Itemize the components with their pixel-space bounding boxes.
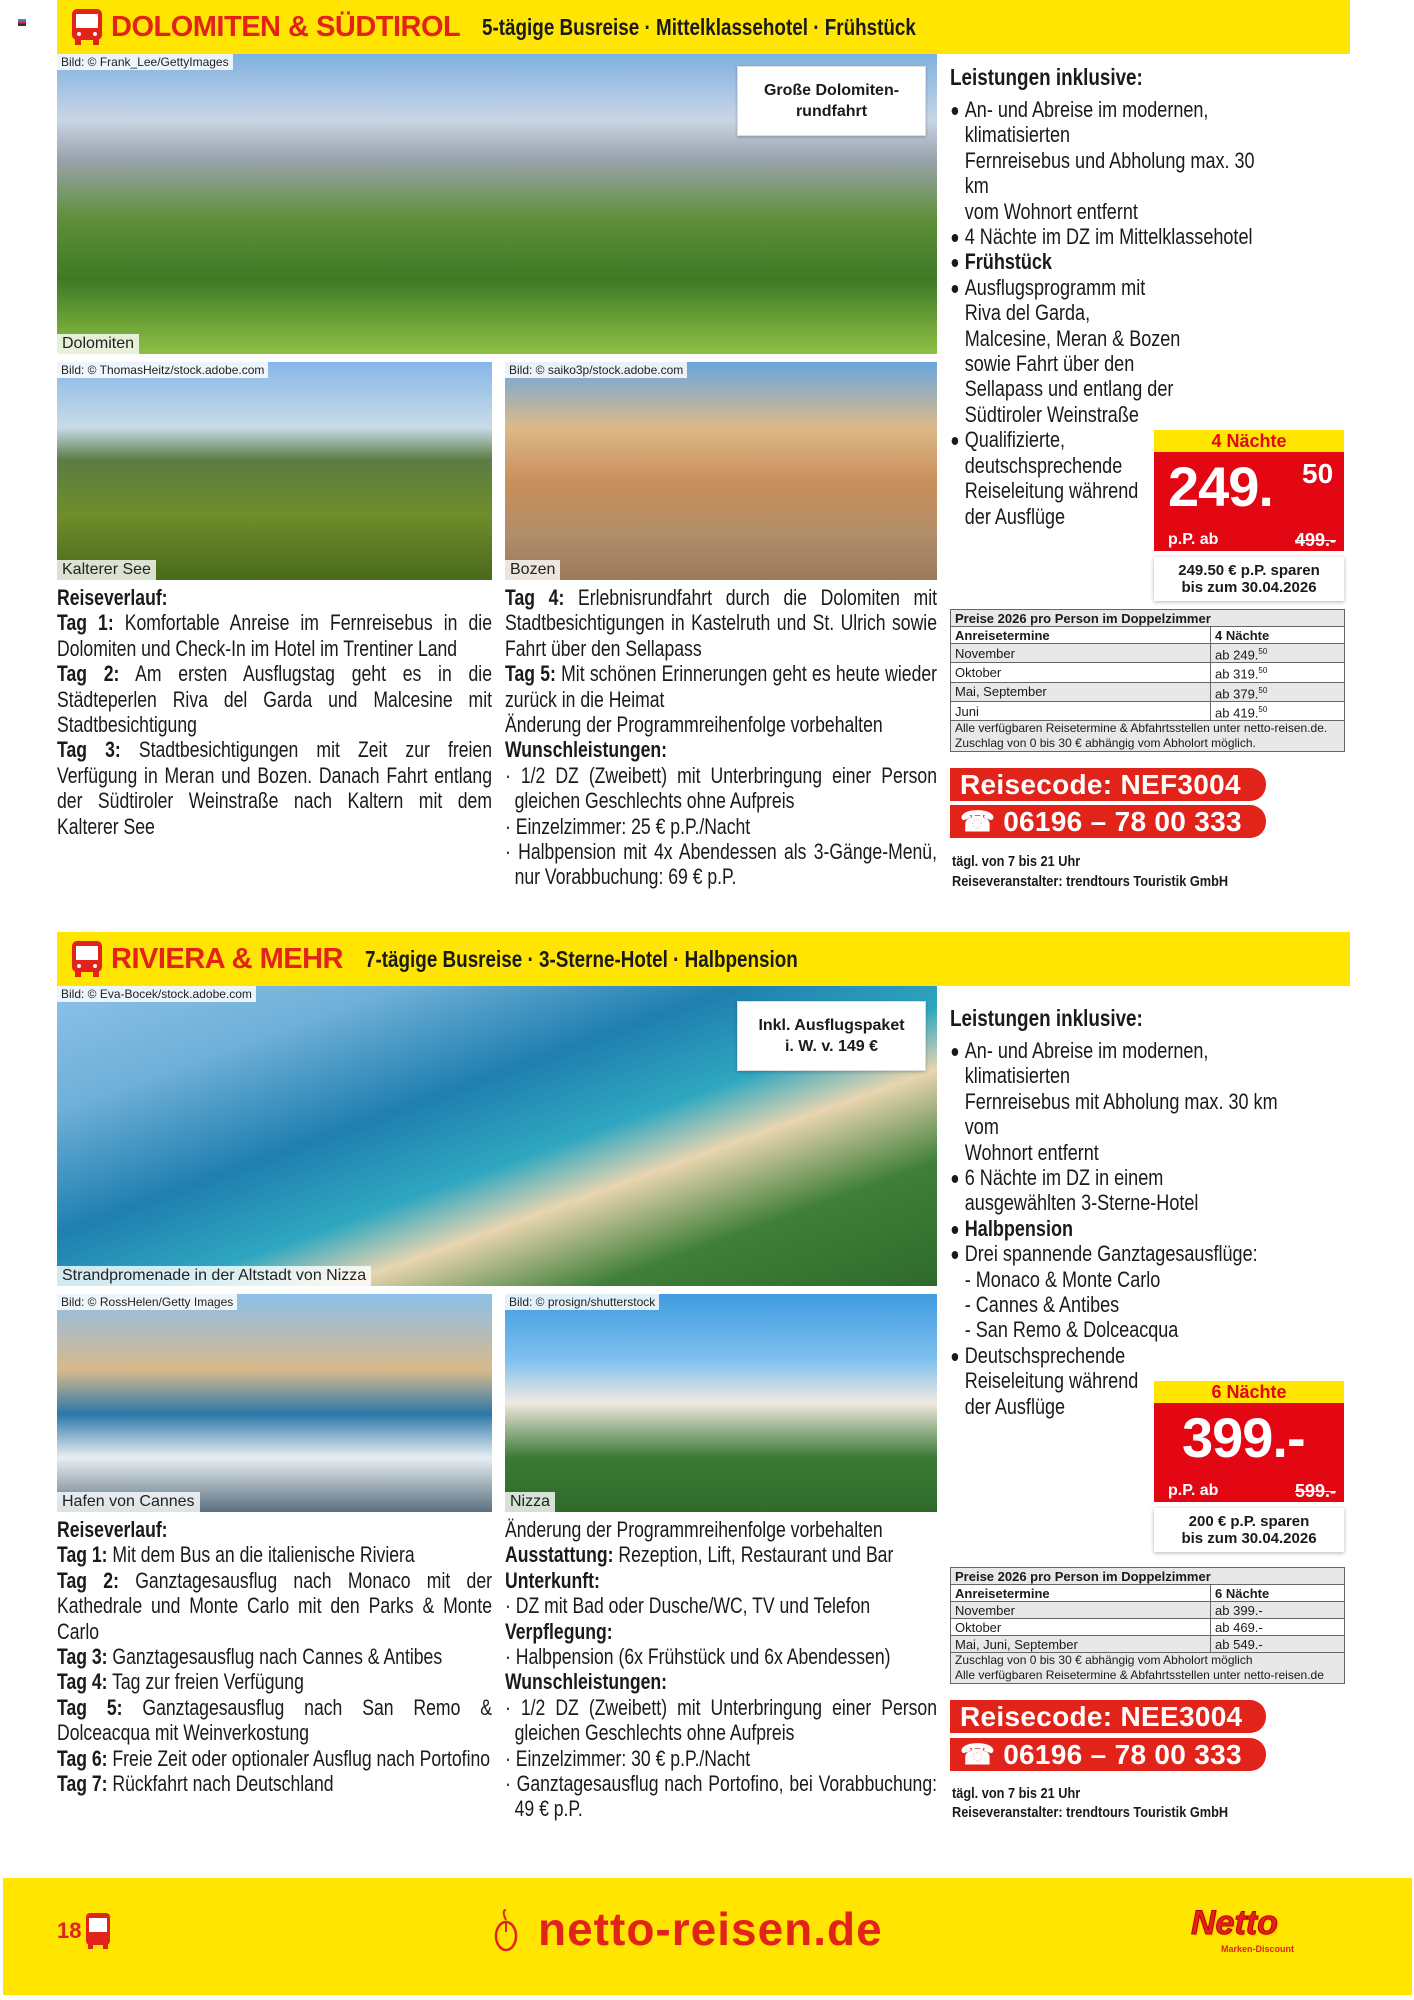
photo-credit: Bild: © saiko3p/stock.adobe.com [505,362,687,378]
paragraph-text: Komfortable Anreise im Fernreisebus in die Dolomiten und Check-In im Hotel im Trentiner Land [57,610,493,661]
price-value: ab 549.- [1215,1636,1263,1652]
small-photo [57,362,492,580]
netto-logo: Netto [1191,1904,1278,1942]
footer-bar [3,1878,1412,1995]
photo-credit: Bild: © ThomasHeitz/stock.adobe.com [57,362,268,378]
paragraph-lead: Tag 5: [57,1694,123,1720]
price-cents-sup: 50 [1258,685,1268,695]
photo-location-label: Dolomiten [57,334,139,354]
paragraph-text: Freie Zeit oder optionaler Ausflug nach Portofino [107,1745,491,1771]
netto-tagline: Marken-Discount [1221,1944,1295,1954]
price-cents-sup: 50 [1258,704,1268,714]
highlight-badge: Große Dolomiten- rundfahrt [737,66,926,136]
table-title-row [951,1568,1345,1585]
photo-location-label: Bozen [505,560,560,580]
text-paragraph [505,1695,937,1746]
mouse-icon [493,1908,519,1952]
price-badge [1154,430,1344,551]
leistungen-item: Ausflugsprogramm mit Riva del Garda, Malcesine, Meran & Bozen sowie Fahrt über den Sellapass und entlang der Südtiroler Weinstraße [950,275,1278,427]
heading-text: Reiseverlauf: [57,585,168,610]
savings-note: 249.50 € p.P. sparen bis zum 30.04.2026 [1154,557,1344,601]
small-photo [505,1294,937,1512]
photo-location-label: Nizza [505,1492,555,1512]
text-paragraph [505,1771,937,1822]
website-link[interactable]: netto-reisen.de [538,1903,883,1955]
text-paragraph [57,1746,492,1771]
text-column [505,585,937,890]
table-cell-price [1211,644,1345,663]
table-cell-date: Mai, September [951,682,1211,701]
section-subtitle: 5-tägige Busreise · Mittelklassehotel · Frühstück [482,13,917,40]
text-paragraph [57,737,492,839]
table-header-row [951,627,1345,644]
text-paragraph [505,814,937,839]
phone-banner[interactable] [950,805,1266,838]
table-cell-date: Oktober [951,1619,1211,1636]
bus-icon [85,1912,111,1950]
text-paragraph [505,1542,937,1567]
price-badge [1154,1381,1344,1502]
highlight-badge: Inkl. Ausflugspaket i. W. v. 149 € [737,1001,926,1071]
text-column-inner [57,585,492,839]
paragraph-text: · Halbpension (6x Frühstück und 6x Abendessen) [505,1644,891,1670]
section-title: DOLOMITEN & SÜDTIROL [111,10,461,43]
paragraph-lead: Tag 5: [505,661,556,687]
table-title-row [951,610,1345,627]
paragraph-text: · Ganztagesausflug nach Portofino, bei Vorabbuchung: 49 € p.P. [505,1771,937,1822]
table-cell-price [1211,1619,1345,1636]
leistungen-heading: Leistungen inklusive: [950,1005,1143,1031]
table-notes-row [951,1653,1345,1684]
text-paragraph [57,610,492,661]
old-price: 499.- [1294,530,1336,550]
text-paragraph [505,1644,937,1669]
table-note: Zuschlag von 0 bis 30 € abhängig vom Abholort möglich [955,1653,1253,1667]
hotline-hours: tägl. von 7 bis 21 Uhr [952,853,1081,870]
leistungen-item: Qualifizierte, deutschsprechende Reiseleitung während der Ausflüge [950,427,1278,529]
column-header-nights: 4 Nächte [1211,627,1345,644]
heading-text: Verpflegung: [505,1618,613,1644]
table-cell-date: Juni [951,701,1211,720]
text-paragraph [57,661,492,737]
phone-icon: ☎ [960,806,996,837]
heading-text: Reiseverlauf: [57,1517,168,1542]
leistungen-item: An- und Abreise im modernen, klimatisierten Fernreisebus mit Abholung max. 30 km vom Wohnort entfernt [950,1038,1278,1165]
paragraph-text: Mit dem Bus an die italienische Riviera [107,1542,415,1568]
heading-text: Unterkunft: [505,1567,600,1593]
price-value: ab 399.- [1215,1602,1263,1618]
table-notes-row [951,721,1345,752]
leistungen-item: Halbpension [950,1216,1278,1241]
text-paragraph [505,661,937,712]
leistungen-item: 4 Nächte im DZ im Mittelklassehotel [950,224,1278,249]
price-nights: 6 Nächte [1154,1381,1344,1403]
text-paragraph [505,1517,937,1542]
paragraph-text: · Halbpension mit 4x Abendessen als 3-Gänge-Menü, nur Vorabbuchung: 69 € p.P. [505,839,937,890]
price-value: ab 319. [1215,666,1259,682]
reisecode-banner: Reisecode: NEE3004 [950,1700,1266,1733]
paragraph-lead: Tag 1: [57,1542,108,1568]
text-paragraph [505,839,937,890]
hotline-hours: tägl. von 7 bis 21 Uhr [952,1785,1081,1802]
text-paragraph [57,1695,492,1746]
photo-credit: Bild: © Frank_Lee/GettyImages [57,54,233,70]
leistungen-heading: Leistungen inklusive: [950,64,1143,90]
table-note: Alle verfügbaren Reisetermine & Abfahrtsstellen unter netto-reisen.de [955,1668,1324,1682]
price-nights: 4 Nächte [1154,430,1344,452]
table-note: Alle verfügbaren Reisetermine & Abfahrtsstellen unter netto-reisen.de. [955,721,1328,736]
section-header [57,932,1350,986]
photo-credit: Bild: © RossHelen/Getty Images [57,1294,237,1310]
table-header-row [951,1585,1345,1602]
text-paragraph [57,1771,492,1796]
paragraph-lead: Tag 4: [57,1669,108,1695]
phone-number[interactable]: 06196 – 78 00 333 [1003,1739,1242,1770]
small-photo [505,362,937,580]
paragraph-text: Rezeption, Lift, Restaurant und Bar [613,1542,894,1568]
text-paragraph [57,1644,492,1669]
text-paragraph [505,1593,937,1618]
table-row [951,1602,1345,1619]
text-heading [505,737,937,762]
table-notes [951,721,1345,752]
paragraph-lead: Tag 4: [505,585,565,610]
text-heading [505,1669,937,1694]
text-column-inner [505,1517,937,1822]
section-subtitle: 7-tägige Busreise · 3-Sterne-Hotel · Halbpension [365,945,798,972]
phone-number[interactable]: 06196 – 78 00 333 [1003,806,1242,837]
text-column-inner [505,585,937,890]
table-row [951,682,1345,701]
paragraph-text: · 1/2 DZ (Zweibett) mit Unterbringung einer Person gleichen Geschlechts ohne Aufpreis [505,1694,937,1746]
text-paragraph [505,1746,937,1771]
paragraph-text: Mit schönen Erinnerungen geht es heute wieder zurück in die Heimat [505,661,937,712]
price-value: ab 419. [1215,705,1259,721]
heading-text: Wunschleistungen: [505,1669,667,1695]
table-cell-date: Oktober [951,663,1211,682]
photo-credit: Bild: © Eva-Bocek/stock.adobe.com [57,986,256,1002]
tour-operator: Reiseveranstalter: trendtours Touristik GmbH [952,1804,1229,1821]
bus-icon [71,8,103,46]
photo-location-label: Hafen von Cannes [57,1492,200,1512]
table-note: Zuschlag von 0 bis 30 € abhängig vom Abholort möglich. [955,736,1256,751]
text-column-inner [57,1517,492,1796]
bus-icon [71,940,103,978]
paragraph-lead: Tag 2: [57,661,120,687]
paragraph-text: Änderung der Programmreihenfolge vorbehalten [505,712,883,738]
paragraph-text: · DZ mit Bad oder Dusche/WC, TV und Telefon [505,1593,871,1619]
paragraph-text: Änderung der Programmreihenfolge vorbehalten [505,1517,883,1542]
savings-note: 200 € p.P. sparen bis zum 30.04.2026 [1154,1508,1344,1552]
table-cell-date: November [951,644,1211,663]
price-main: 249. [1168,455,1273,518]
table-cell-price [1211,1602,1345,1619]
paragraph-text: Rückfahrt nach Deutschland [107,1771,334,1797]
price-value: ab 469.- [1215,1619,1263,1635]
table-row [951,663,1345,682]
text-paragraph [57,1568,492,1644]
paragraph-lead: Tag 2: [57,1567,119,1593]
price-per-person: p.P. ab [1168,1482,1219,1499]
paragraph-text: Ganztagesausflug nach San Remo & Dolceacqua mit Weinverkostung [57,1694,493,1746]
price-table [950,1567,1345,1684]
paragraph-text: · Einzelzimmer: 30 € p.P./Nacht [505,1745,751,1771]
table-row [951,644,1345,663]
text-paragraph [505,585,937,661]
paragraph-lead: Tag 1: [57,610,114,636]
text-heading [57,585,492,610]
paragraph-text: Ganztagesausflug nach Cannes & Antibes [107,1644,443,1670]
paragraph-text: Ganztagesausflug nach Monaco mit der Kathedrale und Monte Carlo mit den Parks & Monte Carlo [57,1567,492,1644]
phone-banner[interactable] [950,1738,1266,1771]
text-heading [505,1619,937,1644]
price-main: 399.- [1182,1406,1305,1469]
text-paragraph [57,1669,492,1694]
text-column [505,1517,937,1822]
leistungen-list [950,1005,1350,1419]
table-notes [951,1653,1345,1684]
table-cell-date: Mai, Juni, September [951,1636,1211,1653]
small-photo [57,1294,492,1512]
paragraph-text: Stadtbesichtigungen mit Zeit zur freien Verfügung in Meran und Bozen. Danach Fahrt entlang der Südtiroler Weinstraße nach Kaltern mit dem Kalterer See [57,737,493,839]
paragraph-lead: Tag 7: [57,1771,108,1797]
table-cell-price [1211,1636,1345,1653]
phone-icon: ☎ [960,1739,996,1770]
reisecode-banner: Reisecode: NEF3004 [950,768,1266,801]
tour-operator: Reiseveranstalter: trendtours Touristik GmbH [952,873,1229,890]
price-cents-sup: 50 [1258,647,1268,656]
leistungen-item: An- und Abreise im modernen, klimatisierten Fernreisebus und Abholung max. 30 km vom Wohnort entfernt [950,97,1278,224]
text-paragraph [505,763,937,814]
section-title: RIVIERA & MEHR [111,942,343,975]
photo-location-label: Strandpromenade in der Altstadt von Nizza [57,1266,371,1286]
price-value: ab 249. [1215,647,1259,663]
text-paragraph [505,712,937,737]
column-header-dates: Anreisetermine [951,627,1211,644]
table-row [951,701,1345,720]
price-cents-sup: 50 [1258,666,1268,676]
page-number: 18 [57,1918,82,1943]
heading-text: Wunschleistungen: [505,737,667,763]
leistungen-item: Frühstück [950,249,1278,274]
paragraph-lead: Tag 6: [57,1745,108,1771]
table-title: Preise 2026 pro Person im Doppelzimmer [951,610,1345,627]
table-cell-price [1211,682,1345,701]
price-value: ab 379. [1215,685,1259,701]
text-column [57,1517,492,1796]
text-paragraph [57,1542,492,1567]
table-cell-price [1211,701,1345,720]
paragraph-text: Am ersten Ausflugstag geht es in die Städteperlen Riva del Garda und Malcesine mit Stadtbesichtigung [57,661,492,738]
text-heading [505,1568,937,1593]
column-header-nights: 6 Nächte [1211,1585,1345,1602]
paragraph-text: Erlebnisrundfahrt durch die Dolomiten mit Stadtbesichtigungen in Kastelruth und St. Ulrich sowie Fahrt über den Sellapass [505,585,937,661]
paragraph-text: · 1/2 DZ (Zweibett) mit Unterbringung einer Person gleichen Geschlechts ohne Aufpreis [505,762,937,814]
photo-credit: Bild: © prosign/shutterstock [505,1294,659,1310]
offer-section-1 [0,0,1414,900]
leistungen-item: Drei spannende Ganztagesausflüge: - Monaco & Monte Carlo - Cannes & Antibes - San Remo & Dolceacqua [950,1241,1278,1343]
paragraph-text: · Einzelzimmer: 25 € p.P./Nacht [505,813,751,839]
old-price: 599.- [1294,1481,1336,1501]
section-header [57,0,1350,54]
table-cell-price [1211,663,1345,682]
column-header-dates: Anreisetermine [951,1585,1211,1602]
leistungen-item: Deutschsprechende Reiseleitung während der Ausflüge [950,1343,1278,1419]
table-cell-date: November [951,1602,1211,1619]
offer-section-2 [0,932,1414,1832]
table-row [951,1636,1345,1653]
paragraph-lead: Tag 3: [57,1644,108,1670]
leistungen-item: 6 Nächte im DZ in einem ausgewählten 3-Sterne-Hotel [950,1165,1278,1216]
photo-location-label: Kalterer See [57,560,156,580]
text-heading [57,1517,492,1542]
table-row [951,1619,1345,1636]
text-column [57,585,492,839]
price-per-person: p.P. ab [1168,531,1219,548]
price-table [950,609,1345,752]
price-cents: 50 [1302,458,1334,489]
paragraph-lead: Tag 3: [57,737,121,763]
paragraph-text: Tag zur freien Verfügung [107,1669,304,1695]
table-title: Preise 2026 pro Person im Doppelzimmer [951,1568,1345,1585]
paragraph-lead: Ausstattung: [505,1542,614,1568]
